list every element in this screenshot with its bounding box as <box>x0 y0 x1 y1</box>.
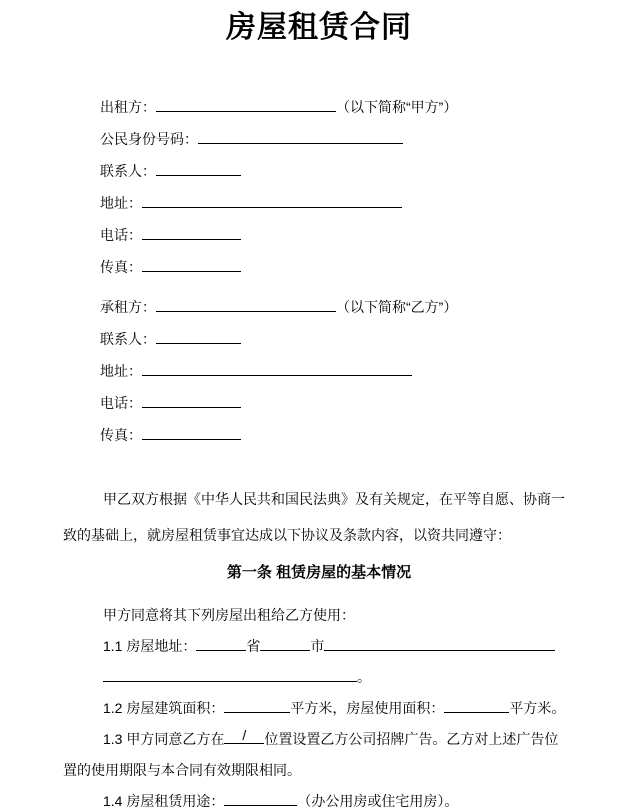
rental-use-blank[interactable] <box>224 790 297 806</box>
lessor-fax-label: 传真： <box>100 259 142 275</box>
clause-1-2-label: 1.2 房屋建筑面积： <box>103 700 225 716</box>
clause-1-1-label: 1.1 房屋地址： <box>103 638 197 654</box>
article1-clauses <box>63 600 638 811</box>
city-blank[interactable] <box>260 635 310 651</box>
lessee-name-blank[interactable] <box>156 296 336 312</box>
clause-1-1-line-2 <box>63 662 638 693</box>
lessor-contact-row <box>100 155 638 187</box>
lessor-address-blank[interactable] <box>142 192 402 208</box>
clause-1-2-end: 平方米。 <box>509 700 566 716</box>
lessee-address-blank[interactable] <box>142 360 412 376</box>
lessee-name-label: 承租方： <box>100 299 156 315</box>
lessee-phone-blank[interactable] <box>142 392 241 408</box>
lessee-phone-label: 电话： <box>100 395 142 411</box>
preamble-paragraph <box>63 481 638 553</box>
clause-1-3-prefix: 1.3 甲方同意乙方在 <box>103 731 225 747</box>
lessor-block <box>100 91 638 283</box>
lessor-phone-blank[interactable] <box>142 224 241 240</box>
lessee-contact-blank[interactable] <box>156 328 241 344</box>
clause-1-4-suffix: （办公用房或住宅用房）。 <box>297 793 459 809</box>
clause-1-1-period: 。 <box>357 669 371 685</box>
clause-1-3-line-2: 置的使用期限与本合同有效期限相同。 <box>63 762 301 778</box>
lessee-contact-row <box>100 323 638 355</box>
lessor-contact-blank[interactable] <box>156 160 241 176</box>
usable-area-blank[interactable] <box>444 697 509 713</box>
lessee-contact-label: 联系人： <box>100 331 156 347</box>
lessor-name-blank[interactable] <box>156 96 336 112</box>
lessee-name-row <box>100 291 638 323</box>
lessee-block <box>100 291 638 451</box>
lessor-fax-row <box>100 251 638 283</box>
lessor-phone-label: 电话： <box>100 227 142 243</box>
address-detail-blank-2[interactable] <box>103 666 357 682</box>
clause-1-1-line-1 <box>63 631 638 662</box>
clause-1-4-label: 1.4 房屋租赁用途： <box>103 793 225 809</box>
lessee-alias-label: （以下简称“乙方”） <box>336 299 458 315</box>
lessee-address-row <box>100 355 638 387</box>
article1-heading: 第一条 租赁房屋的基本情况 <box>226 564 412 581</box>
lessor-contact-label: 联系人： <box>100 163 156 179</box>
province-label: 省 <box>246 638 261 654</box>
lessor-address-row <box>100 187 638 219</box>
lessee-fax-blank[interactable] <box>142 424 241 440</box>
address-detail-blank[interactable] <box>324 635 555 651</box>
clause-1-2-line <box>63 693 638 724</box>
lessee-fax-label: 传真： <box>100 427 142 443</box>
preamble-line-1: 甲乙双方根据《中华人民共和国民法典》及有关规定，在平等自愿、协商一 <box>103 491 565 507</box>
building-area-blank[interactable] <box>224 697 290 713</box>
lessor-fax-blank[interactable] <box>142 256 241 272</box>
lessor-address-label: 地址： <box>100 195 142 211</box>
lessor-id-label: 公民身份号码： <box>100 131 198 147</box>
ad-position-slash: / <box>242 727 247 743</box>
province-blank[interactable] <box>196 635 246 651</box>
lessor-id-blank[interactable] <box>198 128 403 144</box>
lessor-alias-label: （以下简称“甲方”） <box>336 99 458 115</box>
lessor-name-label: 出租方： <box>100 99 156 115</box>
clause-1-4-line <box>63 786 638 811</box>
lessee-address-label: 地址： <box>100 363 142 379</box>
lessee-fax-row <box>100 419 638 451</box>
clause-1-3-suffix: 位置设置乙方公司招牌广告。乙方对上述广告位 <box>264 731 559 747</box>
preamble-line-2: 致的基础上，就房屋租赁事宜达成以下协议及条款内容，以资共同遵守： <box>63 527 511 543</box>
city-label: 市 <box>310 638 325 654</box>
lessor-id-row <box>100 123 638 155</box>
article1-intro: 甲方同意将其下列房屋出租给乙方使用： <box>103 607 355 623</box>
lessee-phone-row <box>100 387 638 419</box>
lessor-name-row <box>100 91 638 123</box>
contract-title: 房屋租赁合同 <box>226 11 412 44</box>
ad-position-blank[interactable] <box>224 728 264 744</box>
clause-1-2-mid: 平方米，房屋使用面积： <box>290 700 445 716</box>
clause-1-3-line-1 <box>63 724 638 755</box>
lessor-phone-row <box>100 219 638 251</box>
